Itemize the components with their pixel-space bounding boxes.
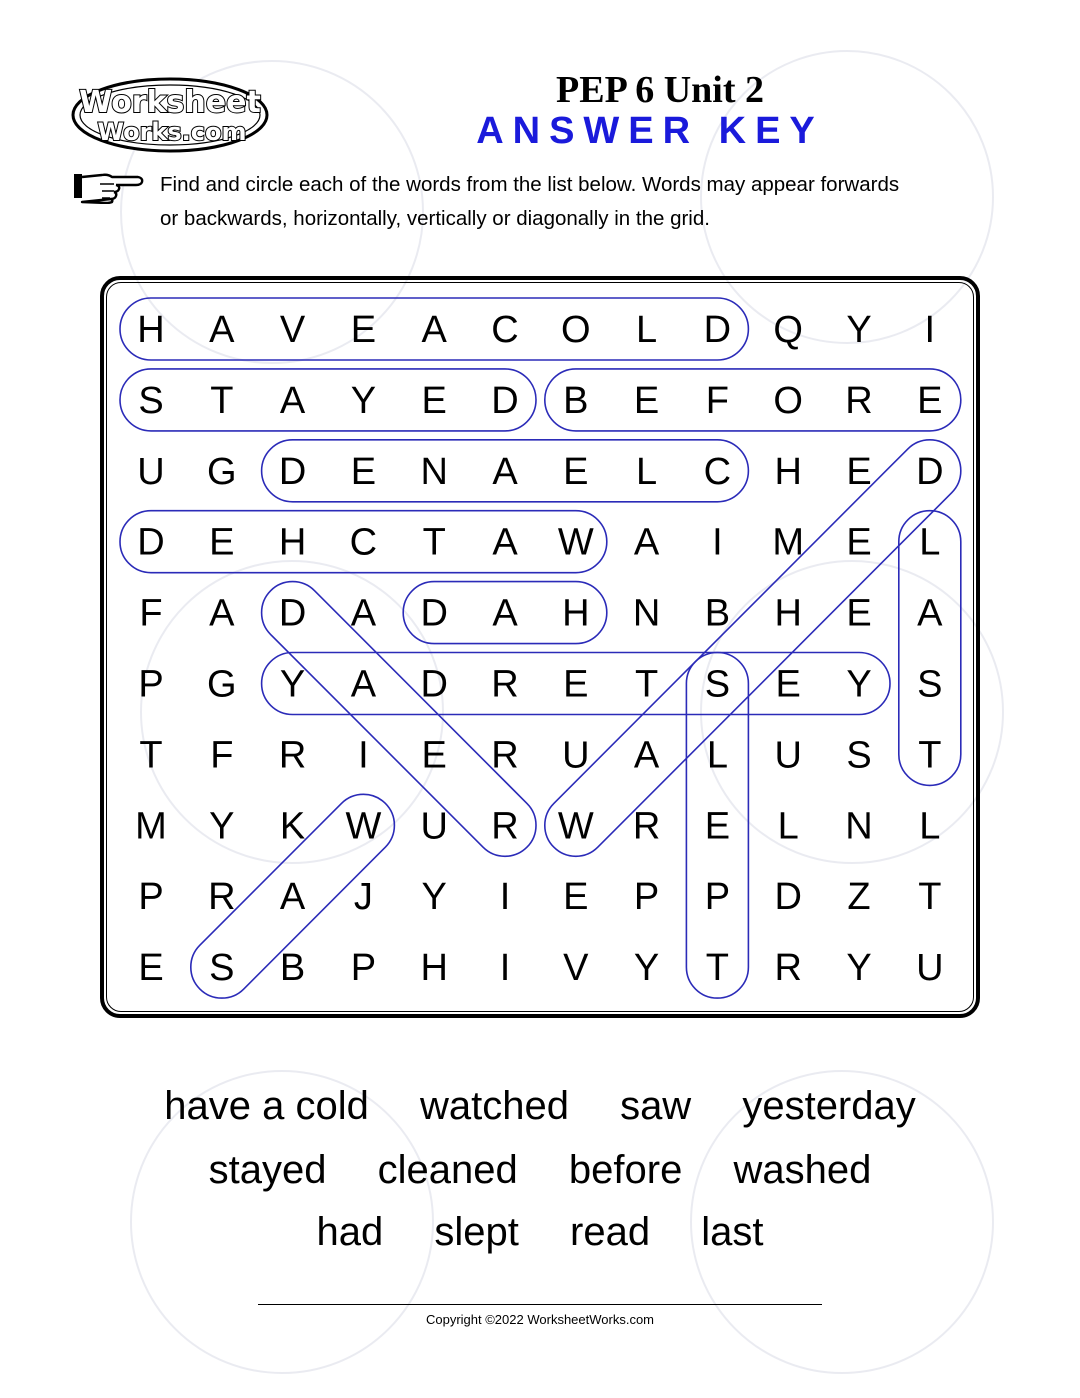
grid-letter[interactable]: O: [773, 379, 803, 422]
grid-letter[interactable]: E: [704, 805, 731, 848]
grid-letter[interactable]: B: [704, 592, 731, 635]
grid-letter[interactable]: D: [278, 450, 307, 493]
grid-letter[interactable]: I: [499, 947, 511, 990]
grid-letter[interactable]: S: [704, 663, 731, 706]
instructions-line-2: or backwards, horizontally, vertically or diagonally in the grid.: [160, 207, 710, 230]
grid-letter[interactable]: R: [774, 947, 802, 990]
grid-letter[interactable]: C: [491, 309, 519, 351]
grid-letter[interactable]: E: [350, 450, 377, 493]
grid-letter[interactable]: R: [208, 876, 236, 919]
grid-letter[interactable]: R: [845, 379, 873, 422]
grid-letter[interactable]: A: [633, 734, 660, 777]
grid-letter[interactable]: U: [137, 450, 165, 493]
grid-letter[interactable]: E: [209, 521, 235, 564]
grid-letter[interactable]: H: [562, 592, 590, 635]
grid-letter[interactable]: M: [772, 521, 805, 564]
word-list-row-1: [0, 1084, 1080, 1129]
grid-letter[interactable]: L: [919, 521, 941, 564]
grid-letter[interactable]: P: [704, 876, 731, 919]
grid-letter[interactable]: A: [492, 592, 518, 635]
word-item: read: [570, 1210, 651, 1254]
grid-letter[interactable]: S: [846, 734, 872, 777]
grid-letter[interactable]: F: [210, 734, 234, 777]
grid-letter[interactable]: H: [137, 309, 165, 351]
grid-letter[interactable]: R: [491, 805, 519, 848]
grid-letter[interactable]: G: [207, 450, 237, 493]
word-item: had: [316, 1210, 384, 1254]
grid-letter[interactable]: F: [705, 379, 730, 422]
grid-letter[interactable]: U: [774, 734, 802, 777]
grid-letter[interactable]: H: [278, 521, 307, 564]
grid-letter[interactable]: T: [918, 876, 942, 919]
grid-letter[interactable]: T: [139, 734, 163, 777]
word-item: have a cold: [164, 1084, 369, 1128]
grid-letter[interactable]: E: [846, 450, 872, 493]
grid-letter[interactable]: Q: [773, 309, 803, 351]
grid-letter[interactable]: A: [421, 309, 447, 351]
grid-letter[interactable]: S: [917, 663, 943, 706]
grid-letter[interactable]: D: [703, 309, 732, 351]
grid-letter[interactable]: R: [632, 805, 661, 848]
answer-mark: [120, 369, 536, 431]
grid-letter[interactable]: E: [138, 947, 164, 990]
instructions-line-1: Find and circle each of the words from the list below. Words may appear forwards: [160, 173, 900, 196]
grid-letter[interactable]: I: [712, 521, 723, 564]
grid-letter[interactable]: V: [563, 947, 589, 990]
grid-letter[interactable]: A: [917, 592, 943, 635]
grid-letter[interactable]: Y: [633, 947, 660, 990]
grid-letter[interactable]: D: [916, 450, 944, 493]
grid-letter[interactable]: F: [139, 592, 163, 635]
grid-letter[interactable]: L: [706, 734, 728, 777]
grid-letter[interactable]: C: [703, 450, 732, 493]
grid-letter[interactable]: E: [563, 450, 589, 493]
grid-letter[interactable]: L: [777, 805, 799, 848]
grid-letter[interactable]: H: [774, 450, 802, 493]
answer-mark: [532, 427, 974, 869]
grid-letter[interactable]: D: [491, 379, 519, 422]
grid-letter[interactable]: D: [278, 592, 307, 635]
grid-letter[interactable]: A: [350, 592, 377, 635]
grid-letter[interactable]: T: [422, 521, 446, 564]
grid-letter[interactable]: G: [207, 663, 237, 706]
grid-letter[interactable]: A: [279, 379, 306, 422]
grid-letter[interactable]: T: [705, 947, 730, 990]
grid-letter[interactable]: S: [138, 379, 164, 422]
word-item: last: [701, 1210, 764, 1254]
grid-letter[interactable]: M: [135, 805, 167, 848]
grid-letter[interactable]: A: [350, 663, 377, 706]
grid-letter[interactable]: T: [210, 379, 234, 422]
grid-letter[interactable]: R: [278, 734, 307, 777]
grid-letter[interactable]: O: [561, 309, 591, 351]
grid-letter[interactable]: N: [632, 592, 661, 635]
grid-letter[interactable]: I: [924, 309, 936, 351]
grid-letter[interactable]: N: [420, 450, 448, 493]
grid-letter[interactable]: A: [209, 592, 235, 635]
worksheet-title: PEP 6 Unit 2: [556, 69, 764, 111]
copyright-text: Copyright ©2022 WorksheetWorks.com: [425, 1312, 655, 1327]
grid-letters: [135, 309, 943, 989]
word-item: washed: [733, 1148, 872, 1192]
grid-letter[interactable]: E: [917, 379, 943, 422]
grid-letter[interactable]: E: [846, 521, 872, 564]
answer-key-heading: ANSWER KEY: [476, 110, 824, 152]
grid-letter[interactable]: V: [279, 309, 306, 351]
grid-letter[interactable]: L: [919, 805, 941, 848]
grid-letter[interactable]: C: [349, 521, 378, 564]
grid-letter[interactable]: Y: [846, 947, 872, 990]
grid-letter[interactable]: E: [775, 663, 801, 706]
grid-letter[interactable]: Y: [350, 379, 377, 422]
word-list-row-2: [0, 1148, 1080, 1193]
grid-letter[interactable]: H: [774, 592, 802, 635]
grid-letter[interactable]: B: [279, 947, 306, 990]
grid-letter[interactable]: D: [420, 663, 448, 706]
grid-letter[interactable]: U: [916, 947, 944, 990]
grid-letter[interactable]: U: [562, 734, 590, 777]
word-item: saw: [620, 1084, 692, 1128]
grid-letter[interactable]: Y: [279, 663, 306, 706]
grid-letter[interactable]: D: [137, 521, 165, 564]
grid-letter[interactable]: P: [633, 876, 660, 919]
grid-letter[interactable]: D: [774, 876, 802, 919]
grid-letter[interactable]: E: [421, 734, 447, 777]
grid-letter[interactable]: P: [138, 876, 164, 919]
logo-text-bottom: Works.com: [97, 118, 247, 146]
word-item: slept: [434, 1210, 519, 1254]
grid-letter[interactable]: W: [557, 521, 594, 564]
grid-letter[interactable]: H: [420, 947, 448, 990]
grid-letter[interactable]: T: [918, 734, 942, 777]
grid-letter[interactable]: A: [633, 521, 660, 564]
footer-divider: [258, 1304, 822, 1305]
grid-letter[interactable]: L: [636, 450, 658, 493]
grid-letter[interactable]: N: [845, 805, 873, 848]
word-item: watched: [419, 1084, 569, 1128]
grid-letter[interactable]: Y: [421, 876, 447, 919]
grid-letter[interactable]: U: [420, 805, 448, 848]
word-item: cleaned: [377, 1148, 518, 1192]
grid-letter[interactable]: E: [846, 592, 872, 635]
grid-letter[interactable]: P: [350, 947, 377, 990]
grid-letter[interactable]: W: [557, 805, 594, 848]
grid-letter[interactable]: Y: [846, 309, 872, 351]
grid-letter[interactable]: R: [491, 663, 519, 706]
grid-letter[interactable]: A: [492, 450, 518, 493]
grid-letter[interactable]: Z: [847, 876, 871, 919]
word-item: yesterday: [742, 1084, 916, 1128]
grid-letter[interactable]: W: [345, 805, 382, 848]
grid-letter[interactable]: E: [563, 876, 589, 919]
grid-letter[interactable]: Y: [209, 805, 235, 848]
logo-text-top: Worksheet: [79, 85, 261, 120]
grid-letter[interactable]: B: [563, 379, 589, 422]
grid-letter[interactable]: S: [209, 947, 235, 990]
grid-letter[interactable]: Y: [846, 663, 872, 706]
grid-letter[interactable]: K: [279, 805, 306, 848]
word-item: stayed: [208, 1148, 327, 1192]
grid-letter[interactable]: E: [563, 663, 589, 706]
grid-letter[interactable]: I: [358, 734, 369, 777]
grid-letter[interactable]: R: [491, 734, 519, 777]
grid-letter[interactable]: E: [421, 379, 447, 422]
grid-letter[interactable]: T: [634, 663, 659, 706]
grid-letter[interactable]: I: [499, 876, 511, 919]
word-list-row-3: [0, 1210, 1080, 1255]
grid-letter[interactable]: J: [353, 876, 373, 919]
grid-letter[interactable]: E: [350, 309, 377, 351]
grid-letter[interactable]: L: [636, 309, 658, 351]
grid-letter[interactable]: A: [492, 521, 518, 564]
grid-letter[interactable]: D: [420, 592, 448, 635]
grid-letter[interactable]: A: [209, 309, 235, 351]
word-item: before: [568, 1148, 683, 1192]
grid-letter[interactable]: P: [138, 663, 164, 706]
answer-mark: [545, 369, 961, 431]
grid-letter[interactable]: A: [279, 876, 306, 919]
grid-letter[interactable]: E: [633, 379, 660, 422]
